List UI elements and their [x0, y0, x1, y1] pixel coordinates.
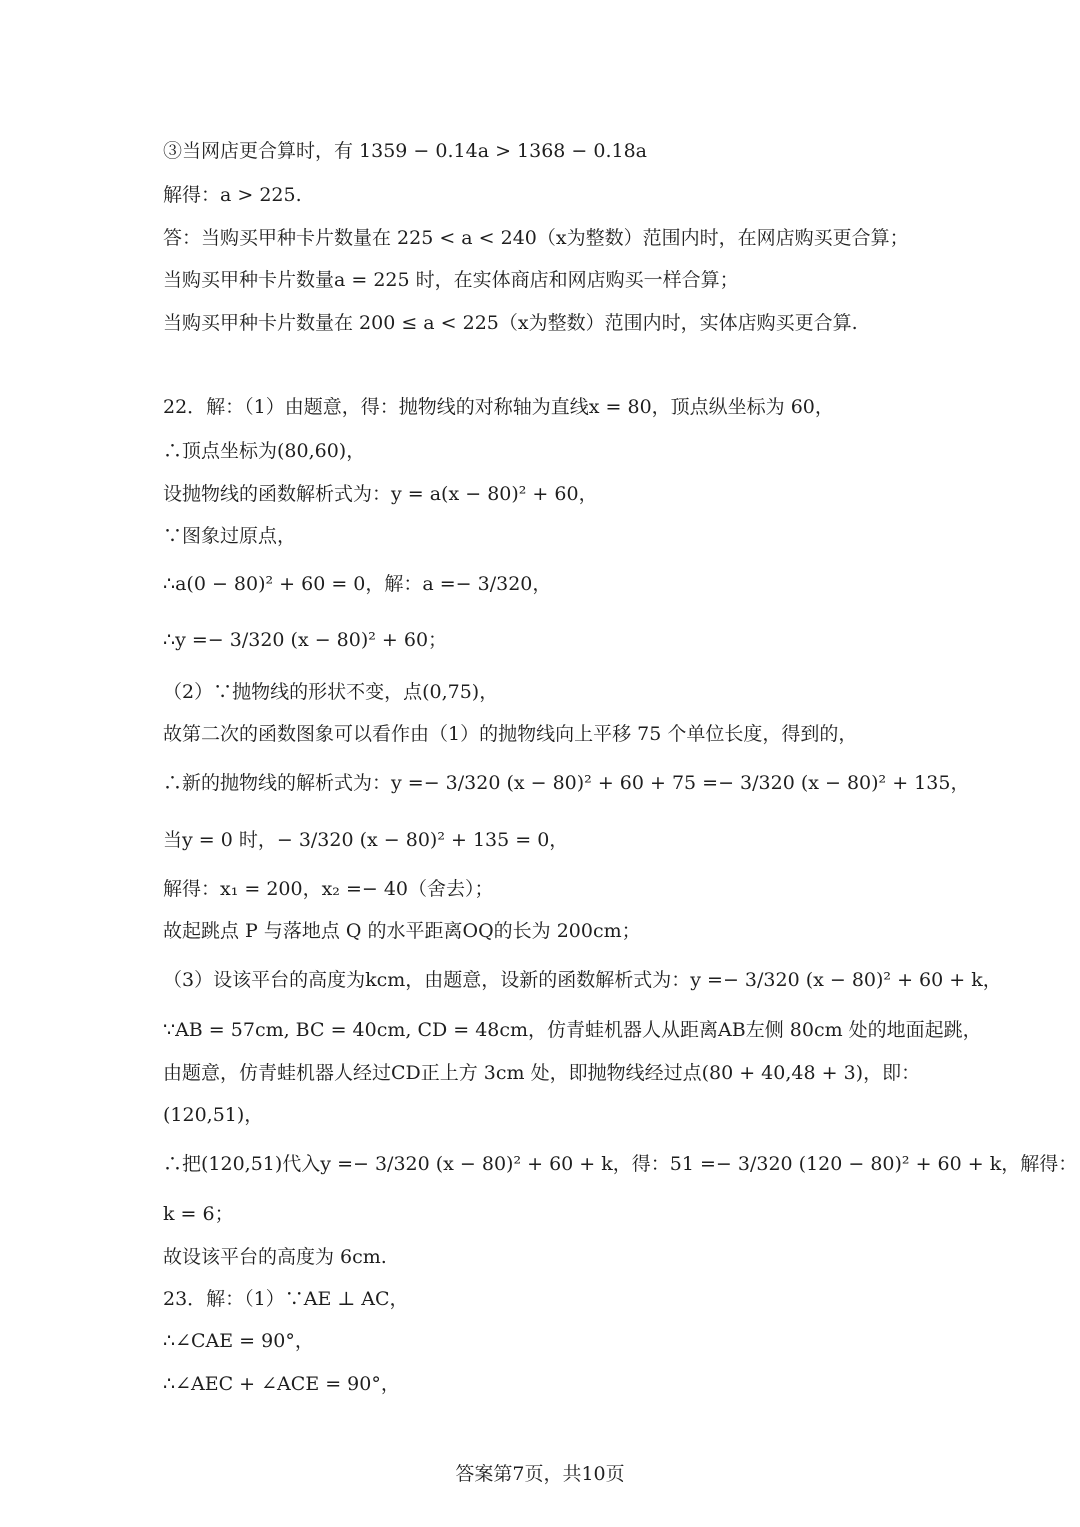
text-line: ∵图象过原点，: [163, 525, 297, 547]
text-line: 由题意，仿青蛙机器人经过CD正上方 3cm 处，即抛物线经过点(80 + 40,48 + 3)，即：: [163, 1062, 921, 1084]
text-line: (120,51)，: [163, 1104, 264, 1126]
text-line: 故第二次的函数图象可以看作由（1）的抛物线向上平移 75 个单位长度，得到的，: [163, 723, 858, 745]
text-line: 当y = 0 时，− 3/320 (x − 80)² + 135 = 0，: [163, 829, 569, 851]
text-line: ∴顶点坐标为(80,60)，: [163, 440, 366, 462]
text-line: ∴a(0 − 80)² + 60 = 0，解：a =− 3/320，: [163, 573, 552, 595]
page-footer: 答案第7页，共10页: [455, 1463, 625, 1485]
text-line: 答：当购买甲种卡片数量在 225 < a < 240（x为整数）范围内时，在网店购买更合算；: [163, 227, 909, 249]
text-line: ∴y =− 3/320 (x − 80)² + 60；: [163, 629, 448, 651]
text-line: 23．解：（1）∵AE ⊥ AC，: [163, 1288, 409, 1310]
text-line: ∵AB = 57cm, BC = 40cm, CD = 48cm，仿青蛙机器人从距离AB左侧 80cm 处的地面起跳，: [163, 1019, 982, 1041]
text-line: 解得：x₁ = 200，x₂ =− 40（舍去）；: [163, 878, 494, 900]
text-line: k = 6；: [163, 1203, 234, 1225]
text-line: 22．解：（1）由题意，得：抛物线的对称轴为直线x = 80，顶点纵坐标为 60，: [163, 396, 834, 418]
text-line: ③当网店更合算时，有 1359 − 0.14a > 1368 − 0.18a: [163, 140, 648, 162]
text-line: ∴∠AEC + ∠ACE = 90°，: [163, 1373, 400, 1395]
text-line: 故起跳点 P 与落地点 Q 的水平距离OQ的长为 200cm；: [163, 920, 641, 942]
text-line: 当购买甲种卡片数量a = 225 时，在实体商店和网店购买一样合算；: [163, 269, 739, 291]
text-line: ∴把(120,51)代入y =− 3/320 (x − 80)² + 60 + k，得：51 =− 3/320 (120 − 80)² + 60 + k，解得：: [163, 1153, 1078, 1175]
text-line: 当购买甲种卡片数量在 200 ≤ a < 225（x为整数）范围内时，实体店购买更合算.: [163, 312, 858, 334]
text-line: 故设该平台的高度为 6cm.: [163, 1246, 387, 1268]
text-line: ∴新的抛物线的解析式为：y =− 3/320 (x − 80)² + 60 + 75 =− 3/320 (x − 80)² + 135，: [163, 772, 970, 794]
text-line: 设抛物线的函数解析式为：y = a(x − 80)² + 60，: [163, 483, 598, 505]
text-line: ∴∠CAE = 90°，: [163, 1330, 314, 1352]
text-line: 解得：a > 225.: [163, 184, 302, 206]
text-line: （3）设该平台的高度为kcm，由题意，设新的函数解析式为：y =− 3/320 (x − 80)² + 60 + k，: [163, 969, 1002, 991]
text-line: （2）∵抛物线的形状不变，点(0,75)，: [163, 681, 499, 703]
